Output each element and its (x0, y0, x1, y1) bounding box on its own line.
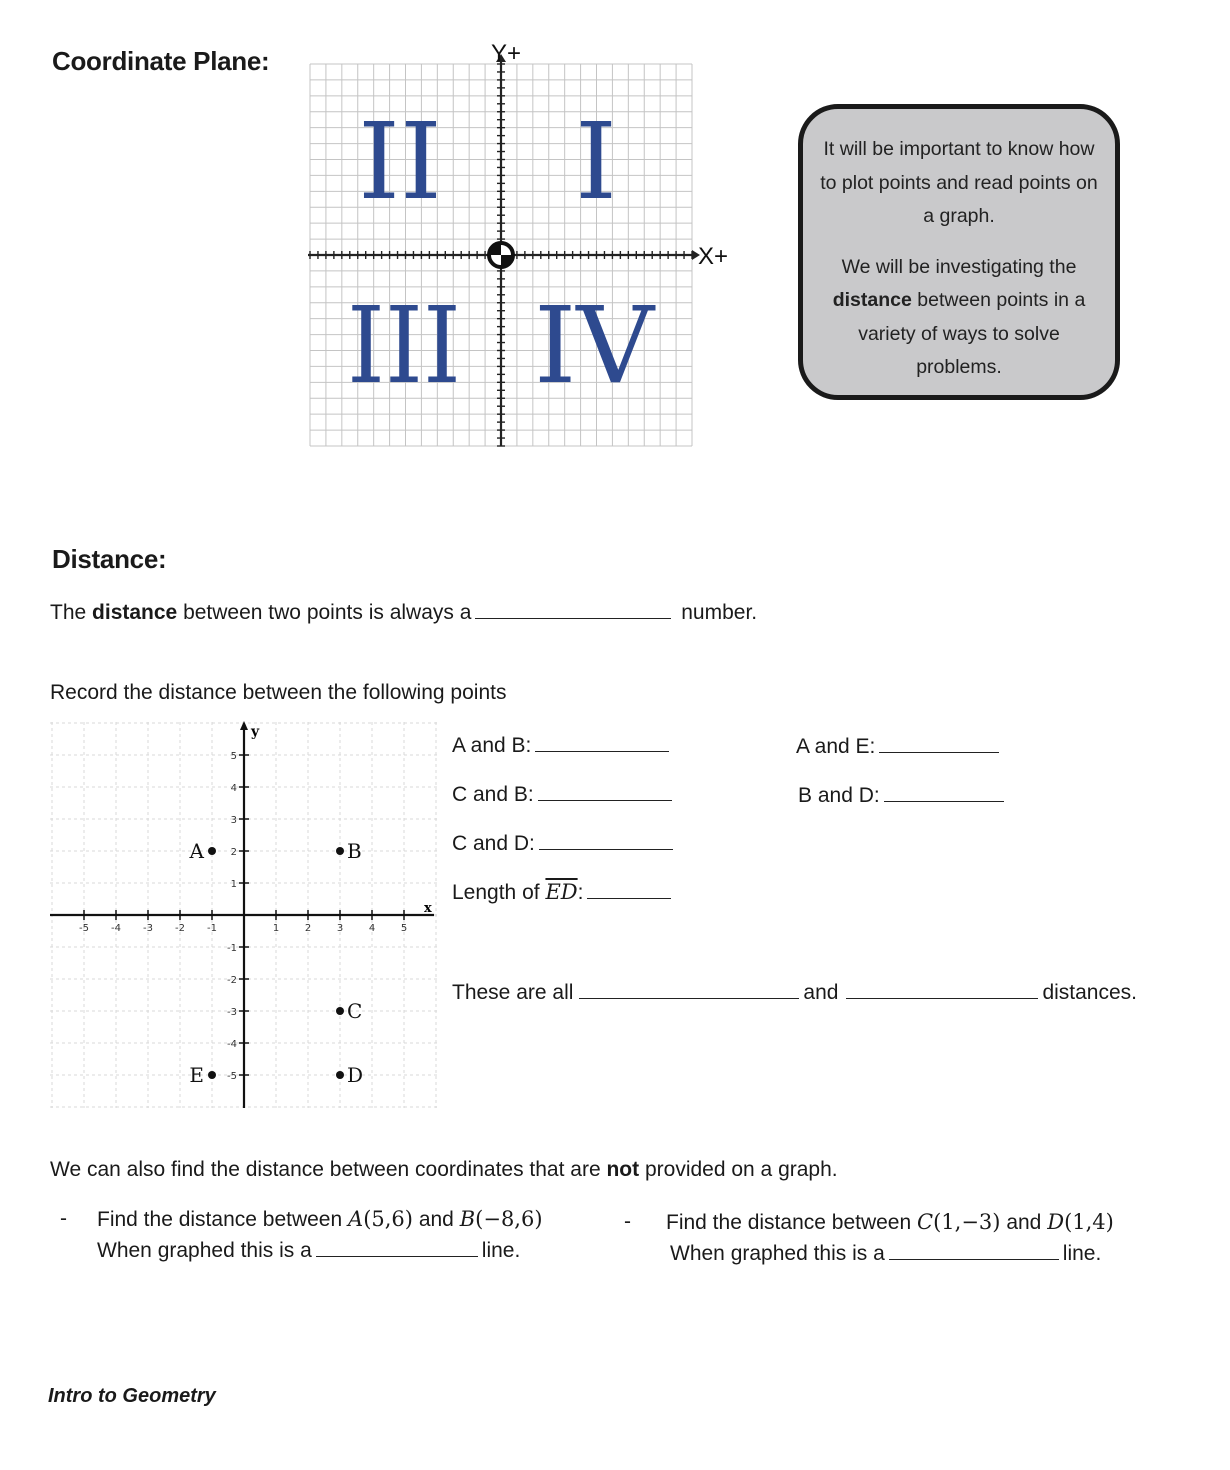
x-tick-label: -1 (207, 923, 217, 934)
x-tick-label: 5 (400, 923, 408, 934)
y-tick-label: -2 (227, 975, 237, 986)
x-tick-label: -2 (175, 923, 185, 934)
origin-fill-icon (489, 243, 501, 255)
quadrant-graph (300, 34, 750, 454)
info-note-box (798, 104, 1120, 400)
not-on-graph-sentence: We can also find the distance between coordinates that are not provided on a graph. (50, 1158, 838, 1181)
quadrant-2-label: II (358, 100, 442, 223)
point-d-label: D (347, 1063, 364, 1087)
question-c-d: C and D: (452, 829, 677, 857)
answer-blank[interactable] (535, 731, 669, 752)
segment-ed-label: $\overline{ED}$ (545, 880, 578, 904)
x-tick-label: 2 (304, 923, 312, 934)
problem-2-prompt: Find the distance between C(1,−3) and D(1,4) (666, 1210, 1114, 1234)
point-a-label: A (189, 839, 204, 863)
problem-1-line-question: When graphed this is a line. (97, 1236, 520, 1264)
point-a-dot (208, 847, 216, 855)
point-e-label: E (189, 1063, 204, 1087)
question-a-b: A and B: (452, 731, 673, 759)
points-y-arrow-icon (240, 721, 248, 730)
answer-blank[interactable] (879, 732, 999, 753)
points-x-label: x (424, 901, 432, 916)
answer-blank[interactable] (587, 878, 671, 899)
y-tick-label: 3 (230, 815, 237, 826)
points-y-label: y (251, 724, 260, 740)
quadrant-3-label: III (347, 284, 461, 407)
x-tick-label: -5 (79, 923, 89, 934)
x-tick-label: -4 (111, 923, 121, 934)
these-are-all-sentence: These are all and distances. (452, 978, 1137, 1006)
question-b-d: B and D: (798, 781, 1008, 809)
problem-1-dash: - (60, 1207, 67, 1230)
y-tick-label: -4 (227, 1039, 237, 1050)
answer-blank[interactable] (538, 780, 672, 801)
answer-blank[interactable] (539, 829, 673, 850)
y-tick-label: 1 (230, 879, 237, 890)
x-tick-label: 4 (368, 923, 376, 934)
x-tick-label: -3 (143, 923, 153, 934)
point-e-dot (208, 1071, 216, 1079)
y-tick-label: -1 (227, 943, 237, 954)
distance-heading: Distance: (52, 544, 167, 574)
answer-blank[interactable] (846, 978, 1038, 999)
point-b-label: B (347, 839, 362, 863)
quadrant-1-label: I (575, 100, 617, 223)
problem-2-dash: - (624, 1210, 631, 1233)
points-graph (46, 718, 446, 1113)
point-b-dot (336, 847, 344, 855)
x-tick-label: 1 (272, 923, 280, 934)
answer-blank[interactable] (475, 598, 671, 619)
footer-course-title: Intro to Geometry (48, 1385, 216, 1407)
record-prompt: Record the distance between the following points (50, 681, 507, 704)
y-tick-label: -5 (227, 1071, 237, 1082)
y-tick-label: 2 (230, 847, 237, 858)
y-tick-label: -3 (227, 1007, 237, 1018)
y-tick-label: 5 (230, 751, 237, 762)
point-c-label: C (347, 999, 363, 1023)
answer-blank[interactable] (579, 978, 799, 999)
quadrant-4-label: IV (534, 284, 657, 407)
note-paragraph-1: It will be important to know how to plot points and read points on a graph. (820, 138, 1098, 227)
question-length-ed: Length of $\overline{ED}$: (452, 878, 675, 906)
origin-fill-icon (501, 255, 513, 267)
distance-sentence: The distance between two points is always a number. (50, 598, 757, 626)
question-a-e: A and E: (796, 732, 1003, 760)
point-d-dot (336, 1071, 344, 1079)
note-paragraph-2: We will be investigating the distance between points in a variety of ways to solve problems. (832, 255, 1086, 378)
question-c-b: C and B: (452, 780, 676, 808)
answer-blank[interactable] (316, 1236, 478, 1257)
answer-blank[interactable] (889, 1239, 1059, 1260)
coordinate-plane-heading: Coordinate Plane: (52, 46, 270, 76)
y-tick-label: 4 (230, 783, 237, 794)
answer-blank[interactable] (884, 781, 1004, 802)
point-c-dot (336, 1007, 344, 1015)
x-plus-label: X+ (698, 243, 729, 270)
y-plus-label: Y+ (491, 40, 522, 67)
problem-1-prompt: Find the distance between A(5,6) and B(−8,6) (97, 1207, 543, 1231)
problem-2-line-question: When graphed this is a line. (670, 1239, 1101, 1267)
x-tick-label: 3 (336, 923, 344, 934)
